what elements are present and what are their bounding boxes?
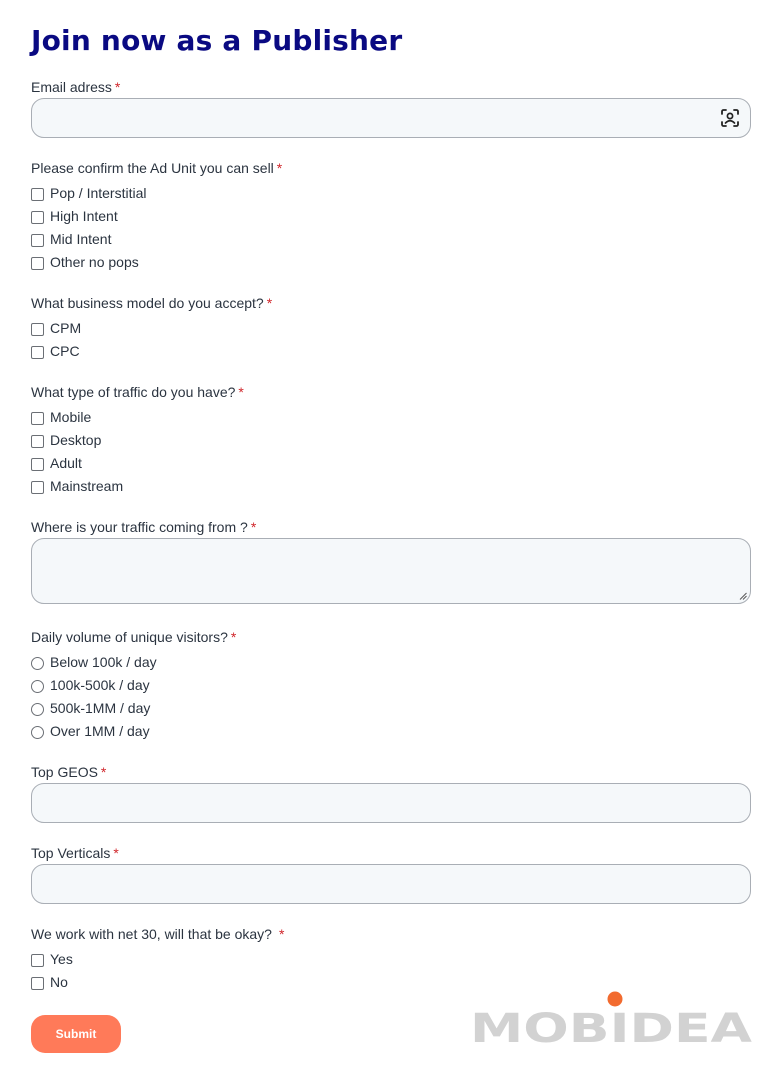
option-label: Mid Intent [50, 231, 112, 247]
option-label: Adult [50, 455, 82, 471]
option-label: Desktop [50, 432, 102, 448]
option-label: CPC [50, 343, 80, 359]
required-mark: * [100, 764, 107, 780]
required-mark: * [230, 629, 237, 645]
logo-text: MOBIDEA [470, 1006, 753, 1048]
logo-dot-icon [608, 992, 623, 1007]
top-verticals-input[interactable] [31, 864, 751, 904]
email-label [31, 79, 120, 95]
required-mark: * [278, 926, 285, 942]
mobidea-logo [468, 988, 754, 1048]
top-verticals-label [31, 845, 119, 861]
top-geos-label [31, 764, 106, 780]
option-label: CPM [50, 320, 82, 336]
required-mark: * [113, 845, 119, 861]
checkbox[interactable] [31, 481, 44, 494]
business-model-option[interactable] [31, 319, 81, 337]
daily-volume-option[interactable] [31, 722, 150, 740]
net30-label-text: We work with net 30, will that be okay? [31, 926, 272, 942]
radio-button[interactable] [31, 657, 44, 670]
top-geos-label-text: Top GEOS [31, 764, 98, 780]
option-label: Pop / Interstitial [50, 185, 147, 201]
ad-unit-option[interactable] [31, 230, 111, 248]
contact-autofill-icon[interactable] [720, 108, 740, 128]
traffic-type-label [31, 384, 244, 400]
checkbox[interactable] [31, 435, 44, 448]
resize-handle-icon[interactable] [739, 592, 747, 600]
checkbox[interactable] [31, 977, 44, 990]
checkbox[interactable] [31, 346, 44, 359]
option-label: Below 100k / day [50, 654, 157, 670]
option-label: Over 1MM / day [50, 723, 150, 739]
daily-volume-label [31, 629, 236, 645]
traffic-source-textarea[interactable] [31, 538, 751, 604]
top-geos-input[interactable] [31, 783, 751, 823]
traffic-type-option[interactable] [31, 454, 82, 472]
daily-volume-option[interactable] [31, 699, 150, 717]
checkbox[interactable] [31, 188, 44, 201]
option-label: 100k-500k / day [50, 677, 150, 693]
net30-option[interactable] [31, 973, 68, 991]
email-label-text: Email adress [31, 79, 112, 95]
daily-volume-label-text: Daily volume of unique visitors? [31, 629, 228, 645]
ad-unit-label [31, 160, 282, 176]
net30-label [31, 926, 284, 942]
submit-button[interactable]: Submit [31, 1015, 121, 1053]
ad-unit-option[interactable] [31, 184, 147, 202]
traffic-source-label-text: Where is your traffic coming from ? [31, 519, 248, 535]
ad-unit-option[interactable] [31, 253, 139, 271]
traffic-type-option[interactable] [31, 477, 123, 495]
option-label: Mobile [50, 409, 92, 425]
business-model-option[interactable] [31, 342, 80, 360]
required-mark: * [238, 384, 244, 400]
checkbox[interactable] [31, 323, 44, 336]
traffic-type-option[interactable] [31, 431, 101, 449]
business-model-label-text: What business model do you accept? [31, 295, 264, 311]
radio-button[interactable] [31, 680, 44, 693]
checkbox[interactable] [31, 458, 44, 471]
option-label: No [50, 974, 68, 990]
checkbox[interactable] [31, 954, 44, 967]
option-label: High Intent [50, 208, 118, 224]
checkbox[interactable] [31, 234, 44, 247]
traffic-type-option[interactable] [31, 408, 91, 426]
option-label: Other no pops [50, 254, 139, 270]
ad-unit-option[interactable] [31, 207, 118, 225]
option-label: Yes [50, 951, 73, 967]
option-label: 500k-1MM / day [50, 700, 151, 716]
radio-button[interactable] [31, 726, 44, 739]
business-model-label [31, 295, 272, 311]
page-title: Join now as a Publisher [31, 24, 403, 57]
top-verticals-label-text: Top Verticals [31, 845, 111, 861]
required-mark: * [276, 160, 283, 176]
required-mark: * [266, 295, 273, 311]
checkbox[interactable] [31, 211, 44, 224]
daily-volume-option[interactable] [31, 653, 157, 671]
radio-button[interactable] [31, 703, 44, 716]
email-field[interactable] [31, 98, 751, 138]
checkbox[interactable] [31, 412, 44, 425]
required-mark: * [250, 519, 257, 535]
daily-volume-option[interactable] [31, 676, 150, 694]
traffic-source-label [31, 519, 256, 535]
traffic-type-label-text: What type of traffic do you have? [31, 384, 236, 400]
checkbox[interactable] [31, 257, 44, 270]
required-mark: * [114, 79, 121, 95]
ad-unit-label-text: Please confirm the Ad Unit you can sell [31, 160, 274, 176]
option-label: Mainstream [50, 478, 124, 494]
net30-option[interactable] [31, 950, 73, 968]
